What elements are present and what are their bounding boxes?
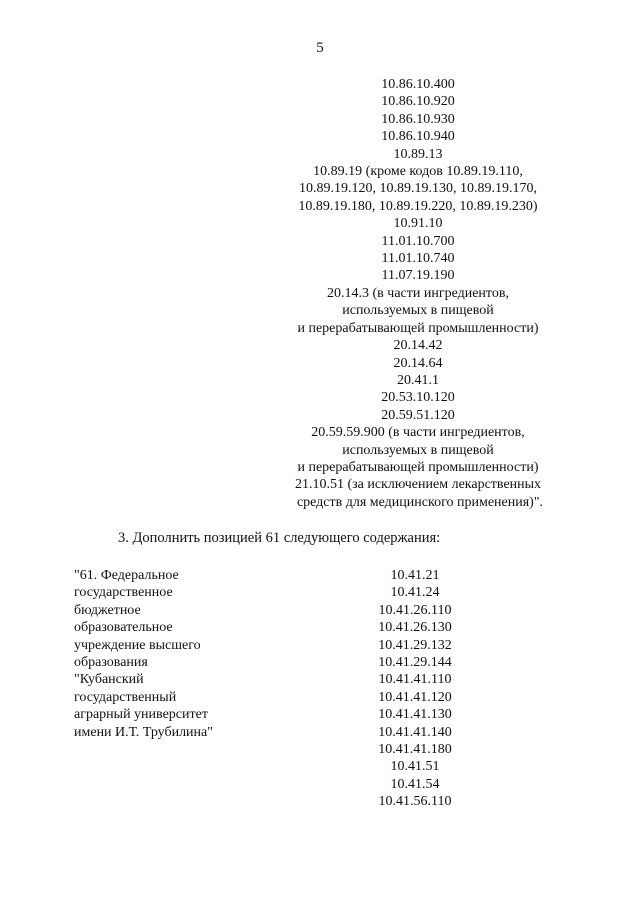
- code-line: 10.41.29.132: [378, 637, 452, 653]
- organization-line: имени И.Т. Трубилина": [74, 724, 213, 740]
- amendment-instruction: 3. Дополнить позицией 61 следующего содержания:: [118, 530, 441, 546]
- code-line: 20.59.59.900 (в части ингредиентов,: [311, 425, 525, 441]
- organization-line: "61. Федеральное: [74, 568, 179, 583]
- code-line: 10.89.13: [393, 146, 443, 162]
- code-line: 10.89.19 (кроме кодов 10.89.19.110,: [313, 164, 523, 180]
- organization-line: аграрный университет: [74, 707, 208, 723]
- code-line: 10.91.10: [393, 216, 443, 232]
- code-line: 10.41.41.120: [378, 689, 452, 705]
- organization-line: учреждение высшего: [74, 637, 201, 653]
- code-line: 20.53.10.120: [381, 390, 455, 406]
- code-line: 20.14.64: [393, 355, 443, 371]
- code-line: 20.41.1: [397, 372, 439, 388]
- okpd-codes-continuation: [268, 76, 568, 511]
- code-line: 20.59.51.120: [381, 407, 455, 423]
- organization-line: бюджетное: [74, 602, 141, 618]
- code-line: 10.89.19.180, 10.89.19.220, 10.89.19.230): [298, 198, 538, 214]
- code-line: 21.10.51 (за исключением лекарственных: [294, 477, 542, 493]
- code-line: 10.41.51: [390, 759, 440, 775]
- code-line: 10.89.19.120, 10.89.19.130, 10.89.19.170,: [299, 181, 537, 197]
- code-line: 11.07.19.190: [381, 268, 455, 284]
- code-line: 10.41.21: [390, 568, 440, 583]
- code-line: 10.86.10.930: [381, 111, 455, 127]
- code-line: 11.01.10.700: [381, 233, 455, 249]
- organization-line: государственное: [74, 585, 173, 601]
- organization-line: "Кубанский: [74, 672, 144, 688]
- code-line: 10.41.29.144: [378, 655, 452, 671]
- code-line: 10.41.41.110: [378, 672, 452, 688]
- code-line: 10.41.56.110: [378, 794, 452, 810]
- organization-line: государственный: [74, 689, 177, 705]
- page-number: 5: [316, 40, 324, 56]
- code-line: 10.41.26.110: [378, 602, 452, 618]
- code-line: используемых в пищевой: [342, 303, 494, 319]
- code-line: 10.86.10.400: [381, 77, 455, 92]
- code-line: 10.41.41.180: [378, 742, 452, 758]
- code-line: 10.86.10.940: [381, 129, 455, 145]
- code-line: и перерабатывающей промышленности): [297, 320, 539, 336]
- code-line: 10.86.10.920: [381, 94, 455, 110]
- code-line: и перерабатывающей промышленности): [297, 459, 539, 475]
- code-line: средств для медицинского применения)".: [296, 494, 544, 510]
- code-line: 10.41.54: [390, 776, 440, 792]
- position-61-codes: [340, 567, 490, 811]
- code-line: 11.01.10.740: [381, 251, 455, 267]
- code-line: 20.14.42: [393, 338, 443, 354]
- organization-line: образования: [74, 655, 148, 671]
- code-line: 10.41.26.130: [378, 620, 452, 636]
- organization-name: [74, 567, 274, 741]
- code-line: используемых в пищевой: [342, 442, 494, 458]
- code-line: 10.41.41.140: [378, 724, 452, 740]
- code-line: 10.41.24: [390, 585, 440, 601]
- code-line: 10.41.41.130: [378, 707, 452, 723]
- code-line: 20.14.3 (в части ингредиентов,: [327, 285, 509, 301]
- organization-line: образовательное: [74, 620, 173, 636]
